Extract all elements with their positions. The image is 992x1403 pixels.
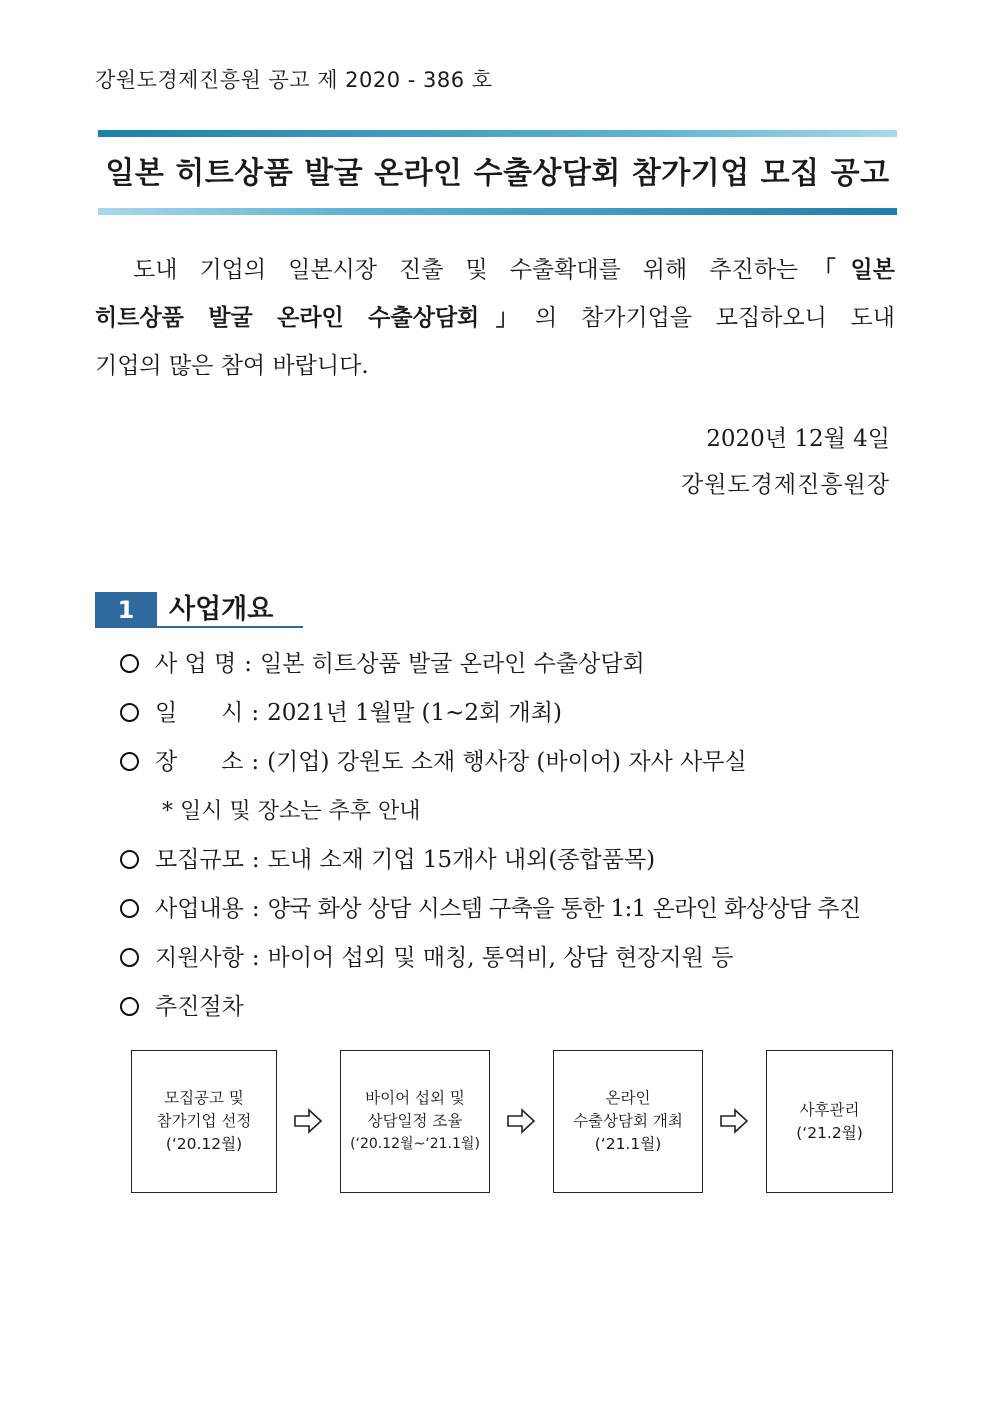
circle-bullet-icon	[120, 899, 139, 918]
title-bar-bottom	[98, 208, 897, 215]
arrow-right-icon	[719, 1106, 749, 1136]
circle-bullet-icon	[120, 752, 139, 771]
section-title: 사업개요	[169, 594, 274, 625]
item-separator: :	[251, 945, 260, 971]
intro-line-2	[95, 294, 895, 342]
item-value: 양국 화상 상담 시스템 구축을 통한 1:1 온라인 화상상담 추진	[267, 896, 861, 922]
flow-step-3	[553, 1050, 703, 1193]
item-separator: :	[251, 749, 260, 775]
intro-paragraph	[95, 246, 895, 390]
document-title: 일본 히트상품 발굴 온라인 수출상담회 참가기업 모집 공고	[105, 156, 890, 191]
list-item	[120, 934, 900, 983]
item-label: 장 소	[155, 749, 244, 775]
item-value: 바이어 섭외 및 매칭, 통역비, 상담 현장지원 등	[267, 945, 734, 971]
issuer-name: 강원도경제진흥원장	[681, 472, 890, 498]
list-item	[120, 689, 900, 738]
intro-text: 도내 기업의 일본시장 진출 및 수출확대를 위해 추진하는	[133, 257, 799, 283]
item-label: 사 업 명	[155, 651, 237, 677]
item-separator: :	[251, 847, 260, 873]
intro-line-3: 기업의 많은 참여 바랍니다.	[95, 353, 369, 379]
flow-step-text: 수출상담회 개최	[573, 1112, 683, 1130]
arrow-right-icon	[506, 1106, 536, 1136]
flow-step-2	[340, 1050, 490, 1193]
item-separator: :	[244, 651, 253, 677]
section-number: 1	[95, 592, 157, 628]
notice-number: 강원도경제진흥원 공고 제 2020 - 386 호	[95, 68, 493, 92]
flow-step-1	[131, 1050, 277, 1193]
flow-step-text: 참가기업 선정	[156, 1112, 252, 1130]
item-label: 일 시	[155, 700, 244, 726]
item-label: 지원사항	[155, 945, 244, 971]
item-label: 사업내용	[155, 896, 244, 922]
list-item	[120, 836, 900, 885]
flow-step-date: (‘21.1월)	[594, 1135, 662, 1153]
overview-list	[120, 640, 900, 1032]
item-separator: :	[251, 896, 260, 922]
section-underline	[157, 626, 303, 628]
notice-date: 2020년 12월 4일	[706, 426, 890, 452]
item-label: 모집규모	[155, 847, 244, 873]
arrow-right-icon	[293, 1106, 323, 1136]
list-item	[120, 885, 900, 934]
flow-step-text: 사후관리	[799, 1100, 860, 1119]
circle-bullet-icon	[120, 703, 139, 722]
list-item	[120, 640, 900, 689]
item-value: 도내 소재 기업 15개사 내외(종합품목)	[267, 847, 656, 873]
item-value: 2021년 1월말 (1~2회 개최)	[267, 700, 562, 726]
circle-bullet-icon	[120, 948, 139, 967]
schedule-note: * 일시 및 장소는 추후 안내	[162, 799, 421, 824]
item-label: 추진절차	[155, 994, 244, 1020]
flow-step-date: (‘20.12월)	[165, 1135, 243, 1153]
intro-text: 의 참가기업을 모집하오니 도내	[535, 305, 895, 331]
flow-step-text: 모집공고 및	[164, 1089, 244, 1107]
item-value: 일본 히트상품 발굴 온라인 수출상담회	[260, 651, 645, 677]
intro-highlight: 히트상품 발굴 온라인 수출상담회」	[95, 305, 536, 331]
circle-bullet-icon	[120, 654, 139, 673]
flow-step-text: 상담일정 조율	[367, 1112, 463, 1130]
flow-step-4	[766, 1050, 893, 1193]
flow-step-text: 온라인	[605, 1089, 651, 1107]
flow-step-date: (‘20.12월~‘21.1월)	[350, 1136, 480, 1152]
title-bar-top	[98, 130, 897, 137]
circle-bullet-icon	[120, 997, 139, 1016]
section-header	[95, 592, 303, 628]
list-item	[120, 738, 900, 787]
item-value: (기업) 강원도 소재 행사장 (바이어) 자사 사무실	[267, 749, 747, 775]
flow-step-text: 바이어 섭외 및	[365, 1089, 465, 1107]
circle-bullet-icon	[120, 850, 139, 869]
list-item	[120, 983, 900, 1032]
flow-step-date: (‘21.2월)	[796, 1123, 863, 1142]
process-flow	[131, 1050, 893, 1195]
item-separator: :	[251, 700, 260, 726]
intro-highlight: 「일본	[798, 257, 895, 283]
intro-line-1	[95, 246, 895, 294]
